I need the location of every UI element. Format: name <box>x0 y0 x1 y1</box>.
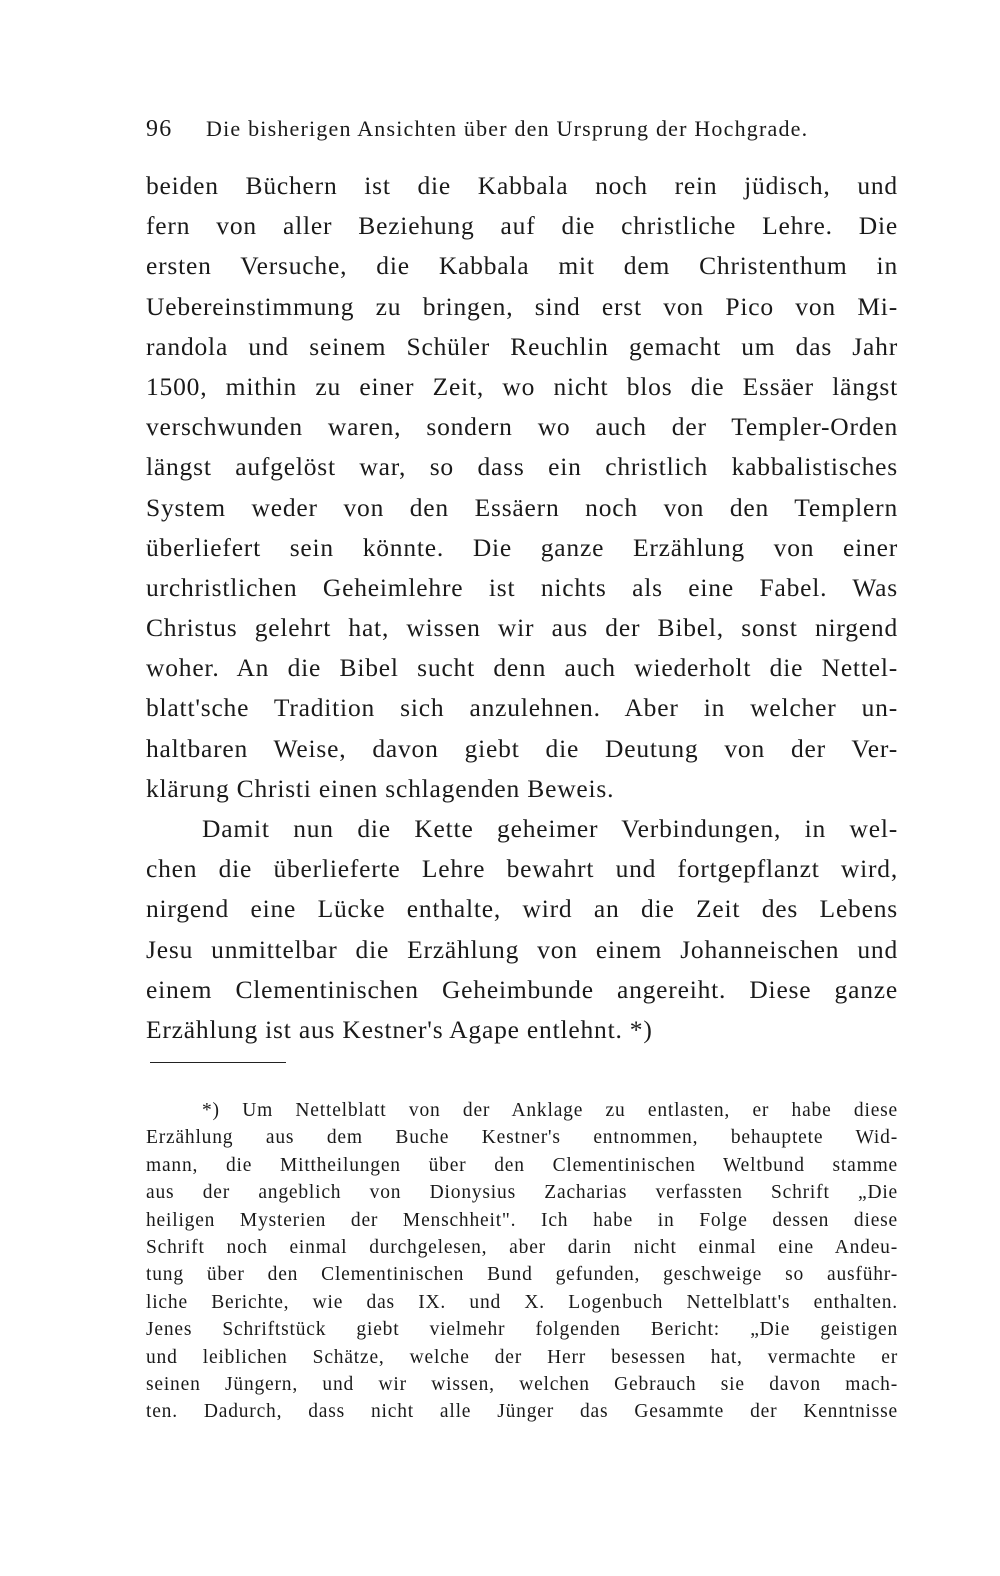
footnote-line: Jenes Schriftstück giebt vielmehr folgenden Bericht: „Die geistigen <box>146 1319 898 1341</box>
body-line: Christus gelehrt hat, wissen wir aus der Bibel, sonst nirgend <box>146 613 898 643</box>
footnote-line: und leiblichen Schätze, welche der Herr besessen hat, vermachte er <box>146 1346 898 1368</box>
footnote-line: seinen Jüngern, und wir wissen, welchen Gebrauch sie davon mach- <box>146 1373 898 1395</box>
footnote-line: *) Um Nettelblatt von der Anklage zu entlasten, er habe diese <box>202 1100 898 1121</box>
footnote-line: Schrift noch einmal durchgelesen, aber darin nicht einmal eine Andeu- <box>146 1236 898 1258</box>
body-line: einem Clementinischen Geheimbunde angereiht. Diese ganze <box>146 974 898 1004</box>
body-line: blatt'sche Tradition sich anzulehnen. Aber in welcher un- <box>146 693 898 723</box>
body-line: fern von aller Beziehung auf die christliche Lehre. Die <box>146 211 898 241</box>
footnote-line: aus der angeblich von Dionysius Zacharias verfassten Schrift „Die <box>146 1182 898 1204</box>
body-line: nirgend eine Lücke enthalte, wird an die Zeit des Lebens <box>146 894 898 924</box>
footnote <box>146 1097 898 1426</box>
footnote-line: ten. Dadurch, dass nicht alle Jünger das Gesammte der Kenntnisse <box>146 1401 898 1423</box>
footnote-line: tung über den Clementinischen Bund gefunden, geschweige so ausführ- <box>146 1264 898 1286</box>
paragraph-end-line: Erzählung ist aus Kestner's Agape entlehnt. *) <box>146 1014 653 1044</box>
running-head <box>146 114 898 144</box>
body-line: chen die überlieferte Lehre bewahrt und fortgepflanzt wird, <box>146 854 898 884</box>
paragraph-start-line: Damit nun die Kette geheimer Verbindungen, in wel- <box>202 814 898 843</box>
body-line: woher. An die Bibel sucht denn auch wiederholt die Nettel- <box>146 653 898 683</box>
book-page <box>146 100 898 1550</box>
body-line: überliefert sein könnte. Die ganze Erzählung von einer <box>146 532 898 562</box>
body-line: haltbaren Weise, davon giebt die Deutung von der Ver- <box>146 733 898 763</box>
footnote-line: mann, die Mittheilungen über den Clementinischen Weltbund stamme <box>146 1154 898 1176</box>
body-line: randola und seinem Schüler Reuchlin gemacht um das Jahr <box>146 331 898 361</box>
body-line: 1500, mithin zu einer Zeit, wo nicht blos die Essäer längst <box>146 371 898 401</box>
footnote-line: heiligen Mysterien der Menschheit". Ich habe in Folge dessen diese <box>146 1209 898 1231</box>
body-line: verschwunden waren, sondern wo auch der Templer-Orden <box>146 412 898 442</box>
body-line: Jesu unmittelbar die Erzählung von einem Johanneischen und <box>146 934 898 964</box>
body-text <box>146 166 898 1050</box>
running-title: Die bisherigen Ansichten über den Ursprung der Hochgrade. <box>206 116 809 141</box>
footnote-line: Erzählung aus dem Buche Kestner's entnommen, behauptete Wid- <box>146 1127 898 1149</box>
footnote-rule <box>150 1062 286 1063</box>
body-line: beiden Büchern ist die Kabbala noch rein jüdisch, und <box>146 171 898 200</box>
body-line: ersten Versuche, die Kabbala mit dem Christenthum in <box>146 251 898 281</box>
body-line: Uebereinstimmung zu bringen, sind erst von Pico von Mi- <box>146 291 898 321</box>
footnote-line: liche Berichte, wie das IX. und X. Logenbuch Nettelblatt's enthalten. <box>146 1291 898 1313</box>
body-line: System weder von den Essäern noch von den Templern <box>146 492 898 522</box>
page-number: 96 <box>146 116 173 142</box>
body-line: längst aufgelöst war, so dass ein christlich kabbalistisches <box>146 452 898 482</box>
paragraph-end-line: klärung Christi einen schlagenden Beweis. <box>146 773 615 803</box>
body-line: urchristlichen Geheimlehre ist nichts als eine Fabel. Was <box>146 572 898 602</box>
